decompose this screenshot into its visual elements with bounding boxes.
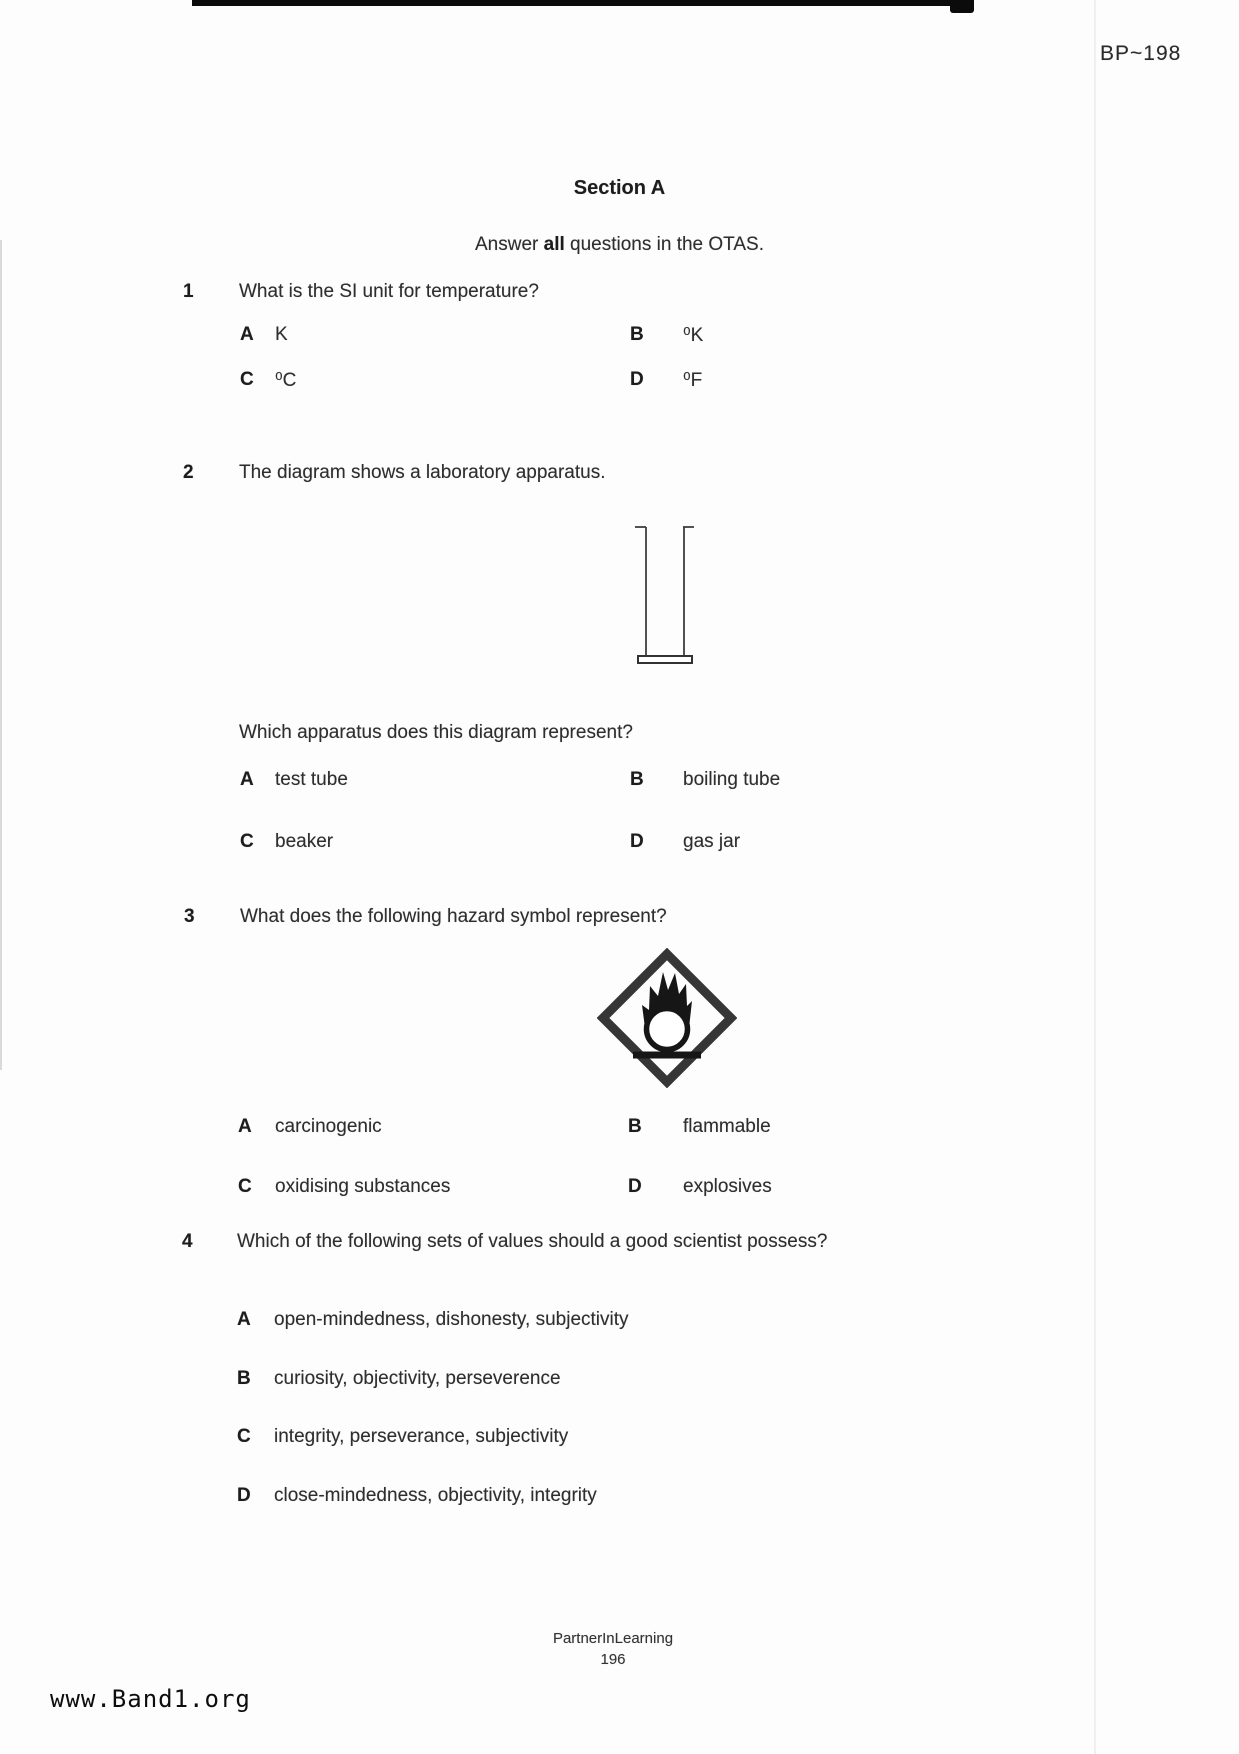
scan-artifact-top-bar: [192, 0, 962, 6]
q2-option-b-letter: B: [630, 769, 644, 790]
q3-option-d-text: explosives: [683, 1176, 772, 1197]
scan-artifact-top-blob: [950, 0, 974, 13]
section-instruction: [0, 234, 1239, 256]
jar-right-rim: [683, 526, 694, 528]
q2-option-b-text: boiling tube: [683, 769, 781, 790]
question-3-number: 3: [184, 906, 195, 927]
jar-left-rim: [635, 526, 646, 528]
q4-option-c-letter: C: [237, 1426, 251, 1447]
q1-option-b-letter: B: [630, 324, 644, 345]
jar-base: [637, 655, 693, 664]
question-2-followup: Which apparatus does this diagram represent?: [239, 722, 633, 743]
q1-option-a-text: K: [275, 324, 288, 345]
question-1-number: 1: [183, 281, 194, 302]
scan-artifact-right-edge: [1094, 0, 1096, 1754]
q4-option-d-letter: D: [237, 1485, 251, 1506]
page-number: 196: [600, 1651, 626, 1668]
q2-option-c-letter: C: [240, 831, 254, 852]
scan-artifact-left-edge: [0, 240, 2, 1070]
section-title: Section A: [573, 177, 666, 199]
q2-option-c-text: beaker: [275, 831, 334, 852]
q1-option-a-letter: A: [240, 324, 254, 345]
q1-option-c-text: ⁰C: [275, 370, 297, 391]
q3-option-b-text: flammable: [683, 1116, 771, 1137]
jar-right-wall: [683, 527, 685, 655]
q3-option-d-letter: D: [628, 1176, 642, 1197]
q2-option-a-text: test tube: [275, 769, 348, 790]
footer-brand: PartnerInLearning: [552, 1630, 674, 1647]
watermark-url: www.Band1.org: [50, 1685, 251, 1713]
q4-option-c-text: integrity, perseverance, subjectivity: [274, 1426, 569, 1447]
gas-jar-figure: [634, 524, 696, 666]
jar-left-wall: [645, 527, 647, 655]
q4-option-b-letter: B: [237, 1368, 251, 1389]
q1-option-c-letter: C: [240, 369, 254, 390]
q3-option-b-letter: B: [628, 1116, 642, 1137]
q4-option-b-text: curiosity, objectivity, perseverence: [274, 1368, 561, 1389]
q2-option-a-letter: A: [240, 769, 254, 790]
instruction-pre: Answer: [474, 234, 544, 255]
q2-option-d-letter: D: [630, 831, 644, 852]
question-1-text: What is the SI unit for temperature?: [239, 281, 539, 302]
question-3-text: What does the following hazard symbol represent?: [240, 906, 667, 927]
instruction-post: questions in the OTAS.: [564, 234, 764, 255]
q3-option-c-text: oxidising substances: [275, 1176, 451, 1197]
q4-option-d-text: close-mindedness, objectivity, integrity: [274, 1485, 597, 1506]
oxidising-hazard-symbol: [597, 948, 737, 1093]
instruction-bold-word: all: [543, 234, 565, 255]
question-4-text: Which of the following sets of values should a good scientist possess?: [237, 1231, 828, 1252]
q1-option-d-letter: D: [630, 369, 644, 390]
q3-option-a-text: carcinogenic: [275, 1116, 382, 1137]
q1-option-d-text: ⁰F: [683, 370, 703, 391]
q4-option-a-letter: A: [237, 1309, 251, 1330]
q2-option-d-text: gas jar: [683, 831, 741, 852]
q4-option-a-text: open-mindedness, dishonesty, subjectivity: [274, 1309, 629, 1330]
paper-code: BP~198: [1100, 42, 1182, 65]
q1-option-b-text: ⁰K: [683, 325, 704, 346]
question-2-number: 2: [183, 462, 194, 483]
question-2-text: The diagram shows a laboratory apparatus.: [239, 462, 606, 483]
hazard-diamond-icon: [597, 948, 737, 1088]
question-4-number: 4: [182, 1231, 193, 1252]
q3-option-c-letter: C: [238, 1176, 252, 1197]
q3-option-a-letter: A: [238, 1116, 252, 1137]
